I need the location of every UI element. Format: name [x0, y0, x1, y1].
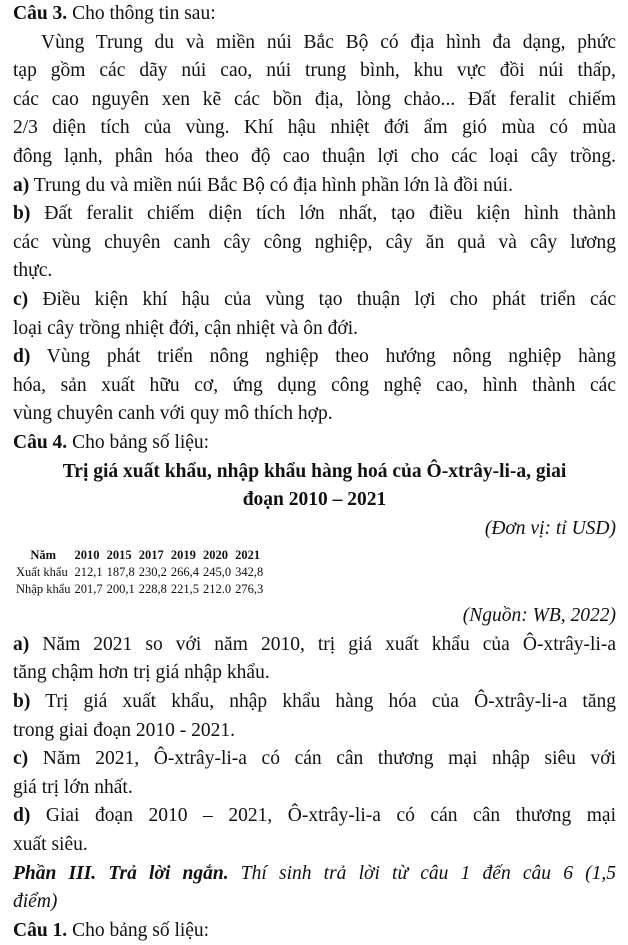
question-4-option-a: [13, 631, 616, 688]
part-3-instruction: Thí sinh trả lời từ câu 1 đến câu 6 (1,5: [240, 862, 617, 884]
option-line: tăng chậm hơn trị giá nhập khẩu.: [13, 662, 270, 684]
option-key: d): [13, 346, 31, 368]
row-label: Xuất khẩu: [16, 565, 68, 580]
table-cell: 245,0: [203, 565, 232, 580]
passage-line: đông lạnh, phân hóa theo độ cao thuận lợi cho các loại cây trồng.: [13, 145, 616, 167]
option-key: b): [13, 203, 31, 225]
table-cell: 200,1: [106, 582, 135, 597]
question-1-intro: Cho bảng số liệu:: [72, 919, 210, 941]
table-cell: 228,8: [138, 582, 167, 597]
option-line: Giai đoạn 2010 – 2021, Ô-xtrây-li-a có cán cân thương mại: [45, 805, 616, 827]
option-line: Trung du và miền núi Bắc Bộ có địa hình phần lớn là đồi núi.: [33, 174, 513, 196]
option-line: các vùng chuyên canh cây công nghiệp, cây ăn quả và cây lương: [13, 231, 616, 253]
table-title-line: Trị giá xuất khẩu, nhập khẩu hàng hoá của Ô-xtrây-li-a, giai: [62, 460, 567, 482]
option-key: d): [13, 805, 31, 827]
question-4-heading: [13, 429, 616, 458]
table-unit: (Đơn vị: tỉ USD): [484, 517, 616, 539]
option-line: trong giai đoạn 2010 - 2021.: [13, 719, 236, 741]
question-3-heading: [13, 0, 616, 29]
table-cell: 266,4: [170, 565, 199, 580]
option-key: a): [13, 174, 30, 196]
data-table: [16, 547, 267, 598]
option-line: Điều kiện khí hậu của vùng tạo thuận lợi cho phát triển các: [42, 288, 616, 310]
part-3-title: Phần III. Trả lời ngắn.: [13, 862, 229, 884]
question-4-option-b: [13, 688, 616, 745]
option-line: xuất siêu.: [13, 834, 88, 856]
passage-line: 2/3 diện tích của vùng. Khí hậu nhiệt đới ẩm gió mùa có mùa: [13, 117, 616, 139]
option-line: loại cây trồng nhiệt đới, cận nhiệt và ôn đới.: [13, 317, 358, 339]
question-3-option-b: [13, 200, 616, 286]
passage-line: các cao nguyên xen kẽ các bồn địa, lòng chảo... Đất feralit chiếm: [13, 88, 616, 110]
option-line: Đất feralit chiếm diện tích lớn nhất, tạo điều kiện hình thành: [44, 203, 616, 225]
question-4-option-c: [13, 745, 616, 802]
option-key: a): [13, 633, 30, 655]
question-3-passage: [13, 29, 616, 172]
row-label: Nhập khẩu: [16, 582, 71, 597]
option-key: b): [13, 691, 31, 713]
option-line: Năm 2021, Ô-xtrây-li-a có cán cân thương mại nhập siêu với: [42, 748, 616, 770]
table-cell: 212.0: [203, 582, 232, 597]
option-line: hóa, sản xuất hữu cơ, ứng dụng công nghệ cao, hình thành các: [13, 374, 616, 396]
header-cell: 2020: [203, 548, 228, 563]
header-cell: 2010: [74, 548, 100, 563]
question-4-option-d: [13, 802, 616, 859]
question-3-intro: Cho thông tin sau:: [72, 3, 216, 24]
question-1-heading: [13, 917, 616, 945]
question-3-option-d: [13, 343, 616, 429]
question-3-option-a: [13, 172, 616, 201]
table-title-line: đoạn 2010 – 2021: [242, 489, 387, 511]
question-3-option-c: [13, 286, 616, 343]
option-line: Năm 2021 so với năm 2010, trị giá xuất khẩu của Ô-xtrây-li-a: [42, 633, 617, 655]
header-cell: Năm: [30, 548, 57, 563]
question-4-intro: Cho bảng số liệu:: [72, 431, 210, 453]
header-cell: 2017: [138, 548, 164, 563]
option-line: vùng chuyên canh với quy mô thích hợp.: [13, 403, 333, 425]
option-key: c): [13, 748, 29, 770]
option-line: thực.: [13, 260, 53, 282]
table-cell: 201,7: [74, 582, 103, 597]
option-line: Vùng phát triển nông nghiệp theo hướng nông nghiệp hàng: [46, 346, 616, 368]
question-3-title: Câu 3.: [13, 3, 68, 24]
table-header-row: [16, 547, 267, 564]
option-line: giá trị lớn nhất.: [13, 776, 133, 798]
table-cell: 276,3: [235, 582, 264, 597]
passage-line: Vùng Trung du và miền núi Bắc Bộ có địa hình đa dạng, phức: [41, 31, 616, 53]
table-cell: 212,1: [74, 565, 103, 580]
table-row: [16, 564, 267, 581]
passage-line: tạp gồm các dãy núi cao, núi trung bình, khu vực đồi núi thấp,: [13, 60, 616, 82]
question-4-title: Câu 4.: [13, 431, 68, 453]
header-cell: 2015: [106, 548, 132, 563]
table-row: [16, 581, 267, 598]
header-cell: 2021: [235, 548, 261, 563]
part-3-instruction: điểm): [13, 891, 58, 913]
part-3-heading: [13, 860, 616, 889]
option-line: Trị giá xuất khẩu, nhập khẩu hàng hóa của Ô-xtrây-li-a tăng: [45, 691, 616, 713]
question-1-title: Câu 1.: [13, 919, 68, 941]
header-cell: 2019: [170, 548, 196, 563]
table-cell: 342,8: [235, 565, 264, 580]
table-source: (Nguồn: WB, 2022): [462, 605, 616, 627]
table-cell: 230,2: [138, 565, 167, 580]
table-cell: 187,8: [106, 565, 135, 580]
option-key: c): [13, 288, 29, 310]
table-cell: 221,5: [170, 582, 199, 597]
